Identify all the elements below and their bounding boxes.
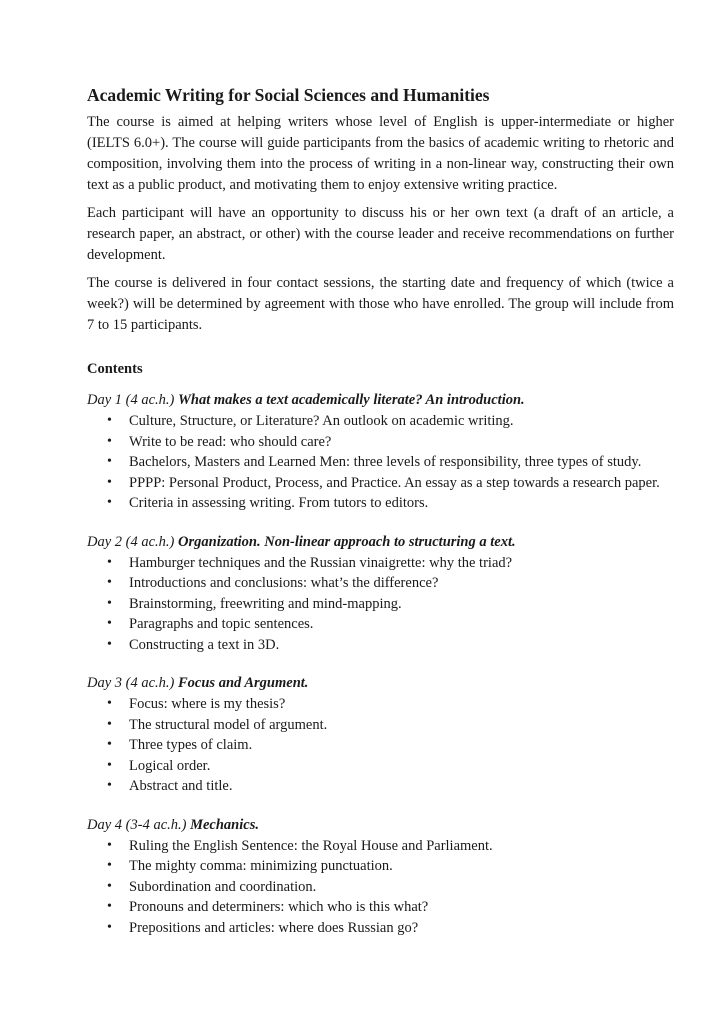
list-item-text: Abstract and title. — [129, 778, 233, 794]
contents-days — [87, 390, 674, 938]
intro-paragraph-2: Each participant will have an opportunity to discuss his or her own text (a draft of an article, a research paper, an abstract, or other) with the course leader and receive recommendations on further development. — [87, 205, 674, 263]
day-heading — [87, 815, 674, 836]
list-item — [107, 411, 674, 432]
bullet-icon: • — [107, 737, 112, 752]
bullet-icon: • — [107, 554, 112, 570]
list-item — [107, 594, 674, 615]
day-title: What makes a text academically literate? An introduction. — [178, 392, 525, 408]
list-item-text: Focus: where is my thesis? — [129, 696, 286, 712]
list-item-text: The structural model of argument. — [129, 716, 328, 733]
list-item — [107, 493, 674, 514]
list-item-text: Paragraphs and topic sentences. — [129, 616, 314, 632]
list-item — [107, 836, 674, 857]
bullet-icon: • — [107, 575, 112, 590]
list-item-text: Write to be read: who should care? — [129, 433, 332, 450]
bullet-icon: • — [107, 837, 112, 853]
list-item — [107, 432, 674, 453]
bullet-icon: • — [107, 858, 112, 873]
list-item-text: Hamburger techniques and the Russian vinaigrette: why the triad? — [129, 554, 513, 571]
bullet-icon: • — [107, 474, 112, 490]
day-section — [87, 673, 674, 797]
list-item-text: Bachelors, Masters and Learned Men: three levels of responsibility, three types of study. — [129, 454, 642, 470]
bullet-icon: • — [107, 919, 112, 935]
list-item — [107, 756, 674, 777]
day-topic-list — [87, 694, 674, 797]
list-item — [107, 573, 674, 594]
intro-paragraph-3: The course is delivered in four contact sessions, the starting date and frequency of which (twice a week?) will be determined by agreement with those who have enrolled. The group will include from 7 to 15 participants. — [87, 275, 674, 333]
day-section — [87, 815, 674, 939]
bullet-icon: • — [107, 413, 112, 428]
day-topic-list — [87, 836, 674, 939]
intro-paragraph-1: The course is aimed at helping writers whose level of English is upper-intermediate or higher (IELTS 6.0+). The course will guide participants from the basics of academic writing to rhetoric and composition, involving them into the process of writing in a non-linear way, constructing their own text as a public product, and motivating them to enjoy extensive writing practice. — [87, 114, 674, 193]
bullet-icon: • — [107, 757, 112, 773]
list-item — [107, 776, 674, 797]
list-item-text: PPPP: Personal Product, Process, and Practice. An essay as a step towards a research paper. — [129, 474, 660, 491]
bullet-icon: • — [107, 616, 112, 631]
bullet-icon: • — [107, 454, 112, 469]
day-label: Day 3 (4 ac.h.) — [87, 675, 179, 691]
day-label: Day 4 (3-4 ac.h.) — [87, 816, 191, 833]
list-item-text: Pronouns and determiners: which who is this what? — [129, 899, 429, 915]
day-heading — [87, 532, 674, 553]
document-title: Academic Writing for Social Sciences and Humanities — [87, 85, 490, 105]
bullet-icon: • — [107, 636, 112, 652]
day-heading — [87, 390, 674, 411]
list-item — [107, 918, 674, 939]
day-label: Day 1 (4 ac.h.) — [87, 392, 179, 408]
bullet-icon: • — [107, 878, 112, 894]
list-item-text: Introductions and conclusions: what’s the difference? — [129, 575, 439, 591]
list-item-text: Culture, Structure, or Literature? An outlook on academic writing. — [129, 413, 514, 429]
day-section — [87, 532, 674, 656]
bullet-icon: • — [107, 433, 112, 449]
list-item-text: Brainstorming, freewriting and mind-mapping. — [129, 595, 402, 612]
list-item-text: Logical order. — [129, 757, 211, 774]
list-item — [107, 735, 674, 756]
bullet-icon: • — [107, 495, 112, 510]
bullet-icon: • — [107, 899, 112, 914]
day-topic-list — [87, 553, 674, 656]
list-item — [107, 897, 674, 918]
day-label: Day 2 (4 ac.h.) — [87, 533, 179, 550]
day-topic-list — [87, 411, 674, 514]
bullet-icon: • — [107, 716, 112, 732]
day-title: Focus and Argument. — [178, 675, 309, 691]
list-item — [107, 473, 674, 494]
list-item-text: Ruling the English Sentence: the Royal House and Parliament. — [129, 837, 493, 854]
list-item — [107, 635, 674, 656]
list-item — [107, 452, 674, 473]
list-item — [107, 715, 674, 736]
list-item — [107, 856, 674, 877]
day-title: Organization. Non-linear approach to structuring a text. — [178, 533, 516, 550]
list-item-text: The mighty comma: minimizing punctuation. — [129, 858, 393, 874]
day-title: Mechanics. — [190, 816, 259, 833]
list-item-text: Three types of claim. — [129, 737, 253, 753]
list-item-text: Criteria in assessing writing. From tutors to editors. — [129, 495, 429, 511]
bullet-icon: • — [107, 595, 112, 611]
day-section — [87, 390, 674, 514]
list-item — [107, 877, 674, 898]
document-page — [87, 84, 674, 956]
bullet-icon: • — [107, 778, 112, 793]
list-item — [107, 553, 674, 574]
list-item-text: Prepositions and articles: where does Russian go? — [129, 919, 419, 936]
list-item — [107, 694, 674, 715]
list-item-text: Constructing a text in 3D. — [129, 636, 280, 653]
contents-heading: Contents — [87, 361, 143, 377]
list-item — [107, 614, 674, 635]
day-heading — [87, 673, 674, 694]
bullet-icon: • — [107, 696, 112, 711]
list-item-text: Subordination and coordination. — [129, 878, 317, 895]
